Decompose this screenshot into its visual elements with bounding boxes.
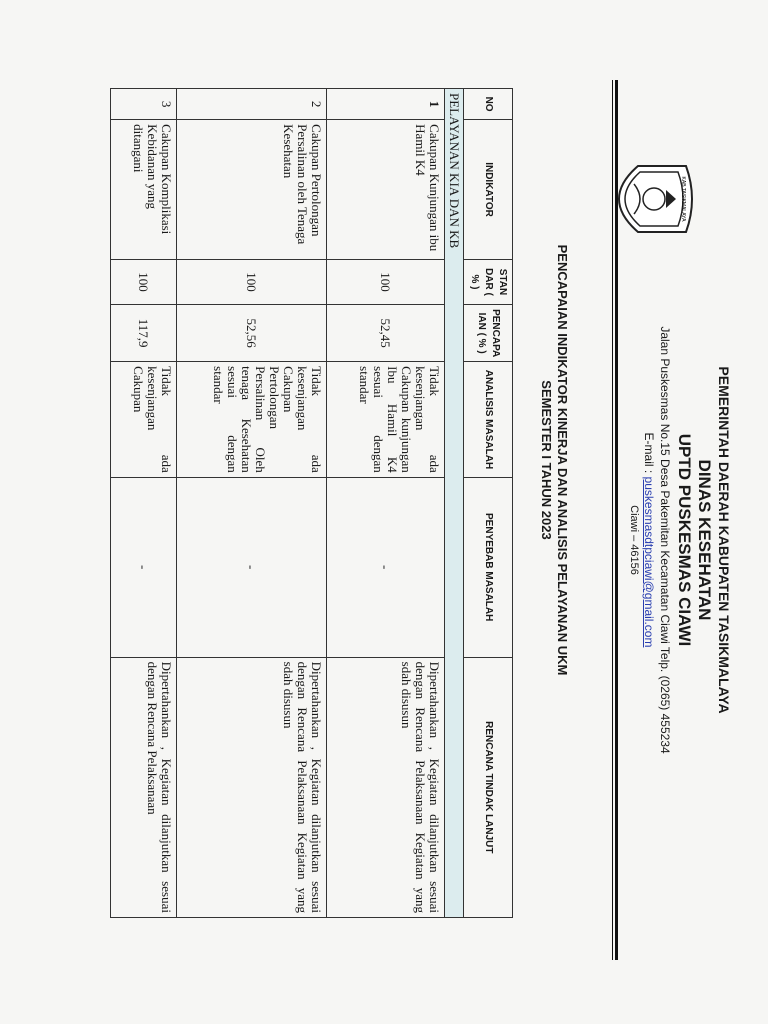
table-row: [177, 89, 327, 918]
cell-analisis: Tidak ada kesenjangan Cakupan: [111, 362, 177, 478]
header-divider-thin: [612, 80, 613, 960]
cell-pencapaian: 52,56: [177, 305, 327, 362]
cell-pencapaian: 52,45: [327, 305, 445, 362]
cell-rencana: Dipertahankan , Kegiatan dilanjutkan sesuai dengan Rencana Pelaksanaan Kegiatan yang sdah disusun: [177, 657, 327, 917]
header-agency: DINAS KESEHATAN: [695, 459, 714, 621]
cell-analisis: Tidak ada kesenjangan Cakupan Pertolongan Persalinan Oleh tenaga Kesehatan sesuai dengan standar: [177, 362, 327, 478]
header-email-line: [642, 240, 656, 840]
col-header-no: NO: [464, 89, 513, 120]
cell-rencana: Dipertahankan , Kegiatan dilanjutkan sesuai dengan Rencana Pelaksanaan: [111, 657, 177, 917]
col-header-analisis: ANALISIS MASALAH: [464, 362, 513, 478]
table-row: [327, 89, 445, 918]
col-header-indikator: INDIKATOR: [464, 120, 513, 260]
col-header-rencana: RENCANA TINDAK LANJUT: [464, 657, 513, 917]
cell-penyebab: -: [177, 477, 327, 657]
header-city: Ciawi – 46156: [628, 505, 640, 575]
cell-indikator: Cakupan Komplikasi Kebidanan yang ditangani: [111, 120, 177, 260]
cell-no: 1: [327, 89, 445, 120]
cell-rencana: Dipertahankan , Kegiatan dilanjutkan sesuai dengan Rencana Pelaksanaan Kegiatan yang sdah disusun: [327, 657, 445, 917]
header-institution: UPTD PUSKESMAS CIAWI: [675, 433, 694, 647]
cell-analisis: Tidak ada kesenjangan Cakupan kunjungan Ibu Hamil K4 sesuai dengan standar: [327, 362, 445, 478]
header-divider: [615, 80, 618, 960]
email-link[interactable]: puskesmasdtpciawi@gmail.com: [642, 476, 656, 648]
document-subtitle: SEMESTER I TAHUN 2023: [539, 380, 554, 540]
cell-standar: 100: [327, 259, 445, 304]
cell-indikator: Cakupan Pertolongan Persalinan oleh Tenaga Kesehatan: [177, 120, 327, 260]
cell-pencapaian: 117,9: [111, 305, 177, 362]
email-prefix: E-mail :: [642, 432, 656, 477]
header-address: Jalan Puskesmas No.15 Desa Pakemitan Kecamatan Ciawi Telp. (0265) 455234: [658, 326, 672, 754]
cell-penyebab: -: [111, 477, 177, 657]
cell-standar: 100: [177, 259, 327, 304]
cell-standar: 100: [111, 259, 177, 304]
col-header-pencapaian: PENCAPA IAN ( % ): [464, 305, 513, 362]
table-row: [111, 89, 177, 918]
cell-indikator: Cakupan Kunjungan ibu Hamil K4: [327, 120, 445, 260]
document-title: PENCAPAIAN INDIKATOR KINERJA DAN ANALISIS PELAYANAN UKM: [555, 244, 570, 676]
cell-no: 3: [111, 89, 177, 120]
col-header-penyebab: PENYEBAB MASALAH: [464, 477, 513, 657]
cell-no: 2: [177, 89, 327, 120]
cell-penyebab: -: [327, 477, 445, 657]
header-government: PEMERINTAH DAERAH KABUPATEN TASIKMALAYA: [716, 366, 732, 714]
emblem-caption: KAB TASIKMALAYA: [680, 176, 686, 222]
section-label: PELAYANAN KIA DAN KB: [445, 89, 464, 918]
table-header-row: [464, 89, 513, 918]
performance-table: [110, 88, 513, 918]
section-row: [445, 89, 464, 918]
col-header-standar: STAN DAR ( % ): [464, 259, 513, 304]
